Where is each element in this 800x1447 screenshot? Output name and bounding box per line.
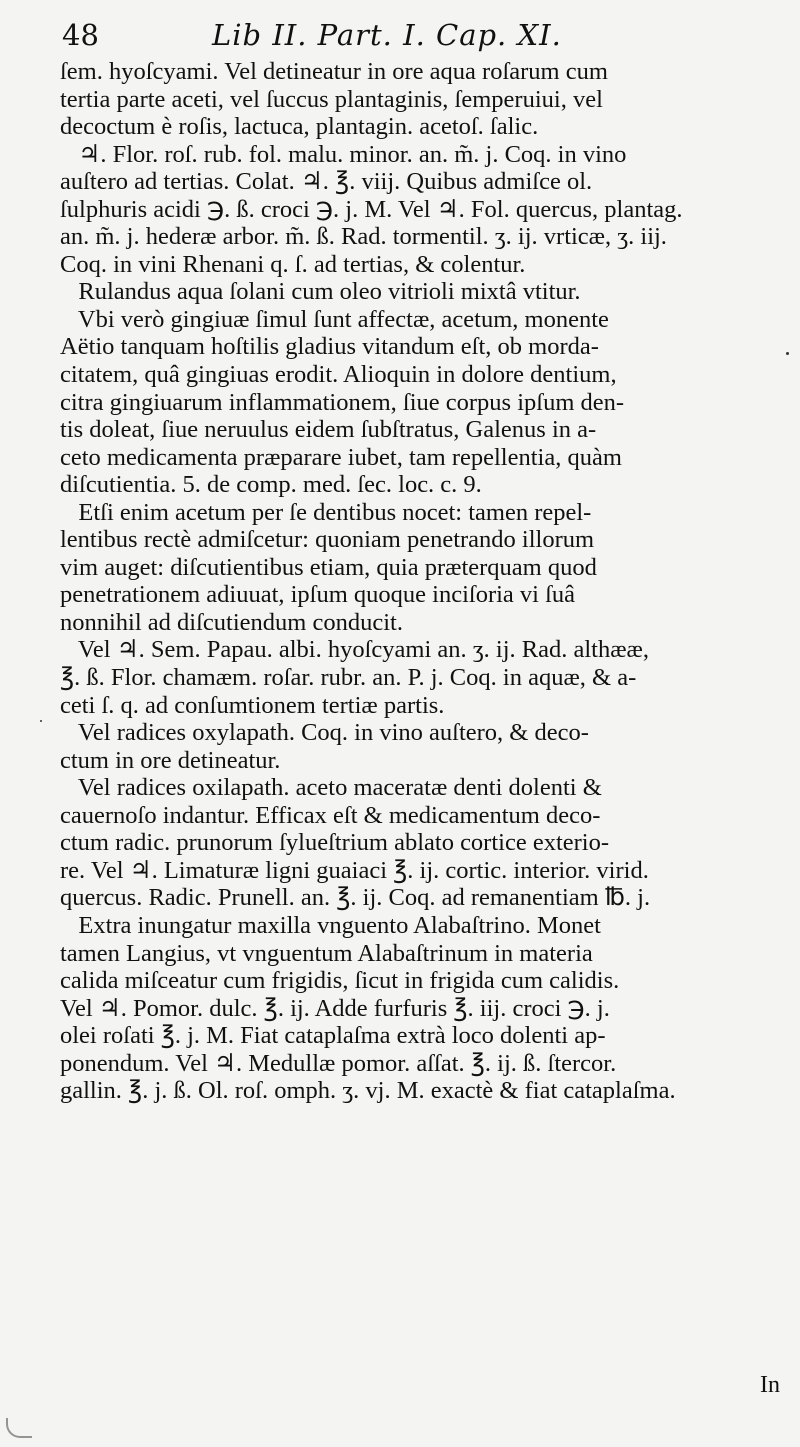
text-line: diſcutientia. 5. de comp. med. ſec. loc. c. 9. <box>60 471 482 499</box>
text-line: tertia parte aceti, vel ſuccus plantaginis, ſemperuiui, vel <box>60 85 603 113</box>
text-line: Rulandus aqua ſolani cum oleo vitrioli mixtâ vtitur. <box>60 278 581 306</box>
text-line: an. m̃. j. hederæ arbor. m̃. ß. Rad. tormentil. ʒ. ij. vrticæ, ʒ. iij. <box>60 223 667 251</box>
text-line: ceti ſ. q. ad conſumtionem tertiæ partis. <box>60 691 445 719</box>
text-line: Etſi enim acetum per ſe dentibus nocet: tamen repel- <box>60 498 592 526</box>
text-line: tis doleat, ſiue neruulus eidem ſubſtratus, Galenus in a- <box>60 416 597 444</box>
text-line: ♃. Flor. roſ. rub. fol. malu. minor. an. m̃. j. Coq. in vino <box>60 140 627 168</box>
page-header <box>60 18 782 58</box>
text-line: Vbi verò gingiuæ ſimul ſunt affectæ, acetum, monente <box>60 305 609 333</box>
ink-speck <box>40 720 42 722</box>
text-line: penetrationem adiuuat, ipſum quoque inciſoria vi ſuâ <box>60 581 576 609</box>
text-line: citra gingiuarum inflammationem, ſiue corpus ipſum den- <box>60 388 625 416</box>
margin-ink-mark <box>6 1418 32 1438</box>
text-line: ſem. hyoſcyami. Vel detineatur in ore aqua roſarum cum <box>60 58 608 85</box>
text-line: nonnihil ad diſcutiendum conducit. <box>60 608 403 636</box>
text-line: ceto medicamenta præparare iubet, tam repellentia, quàm <box>60 443 622 471</box>
text-line: gallin. ℥. j. ß. Ol. roſ. omph. ʒ. vj. M. exactè & fiat cataplaſma. <box>60 1077 676 1105</box>
page-body-text <box>60 58 782 1105</box>
text-line: Vel radices oxilapath. aceto maceratæ denti dolenti & <box>60 774 602 802</box>
text-line: lentibus rectè admiſcetur: quoniam penetrando illorum <box>60 526 595 554</box>
text-line: olei roſati ℥. j. M. Fiat cataplaſma extrà loco dolenti ap- <box>60 1022 606 1050</box>
text-line: Aëtio tanquam hoſtilis gladius vitandum eſt, ob morda- <box>60 333 599 361</box>
text-line: ſulphuris acidi ℈. ß. croci ℈. j. M. Vel ♃. Fol. quercus, plantag. <box>60 195 683 223</box>
text-line: calida miſceatur cum frigidis, ſicut in frigida cum calidis. <box>60 967 620 995</box>
text-line: Vel radices oxylapath. Coq. in vino auſtero, & deco- <box>60 719 589 747</box>
text-line: ctum radic. prunorum ſylueſtrium ablato cortice exterio- <box>60 829 610 857</box>
text-line: vim auget: diſcutientibus etiam, quia præterquam quod <box>60 553 597 581</box>
running-title: Lib II. Part. I. Cap. XI. <box>212 18 562 52</box>
text-line: ponendum. Vel ♃. Medullæ pomor. aſſat. ℥. ij. ß. ſtercor. <box>60 1049 617 1077</box>
text-line: cauernoſo indantur. Efficax eſt & medicamentum deco- <box>60 801 601 829</box>
text-line: ℥. ß. Flor. chamæm. roſar. rubr. an. P. j. Coq. in aquæ, & a- <box>60 664 637 692</box>
text-line: Extra inungatur maxilla vnguento Alabaſtrino. Monet <box>60 911 601 939</box>
catchword: In <box>760 1372 780 1398</box>
text-line: re. Vel ♃. Limaturæ ligni guaiaci ℥. ij. cortic. interior. virid. <box>60 856 649 884</box>
text-line: tamen Langius, vt vnguentum Alabaſtrinum in materia <box>60 939 593 967</box>
ink-speck <box>786 352 789 355</box>
text-line: Vel ♃. Pomor. dulc. ℥. ij. Adde furfuris ℥. iij. croci ℈. j. <box>60 994 610 1022</box>
text-line: ctum in ore detineatur. <box>60 746 281 774</box>
text-line: Vel ♃. Sem. Papau. albi. hyoſcyami an. ʒ. ij. Rad. althææ, <box>60 636 650 664</box>
text-line: auſtero ad tertias. Colat. ♃. ℥. viij. Quibus admiſce ol. <box>60 168 593 196</box>
text-line: Coq. in vini Rhenani q. ſ. ad tertias, & colentur. <box>60 250 526 278</box>
text-line: decoctum è roſis, lactuca, plantagin. acetoſ. ſalic. <box>60 113 539 141</box>
text-line: quercus. Radic. Prunell. an. ℥. ij. Coq. ad remanentiam ℔. j. <box>60 884 651 912</box>
text-line: citatem, quâ gingiuas erodit. Alioquin in dolore dentium, <box>60 361 617 389</box>
page-number: 48 <box>62 18 99 52</box>
